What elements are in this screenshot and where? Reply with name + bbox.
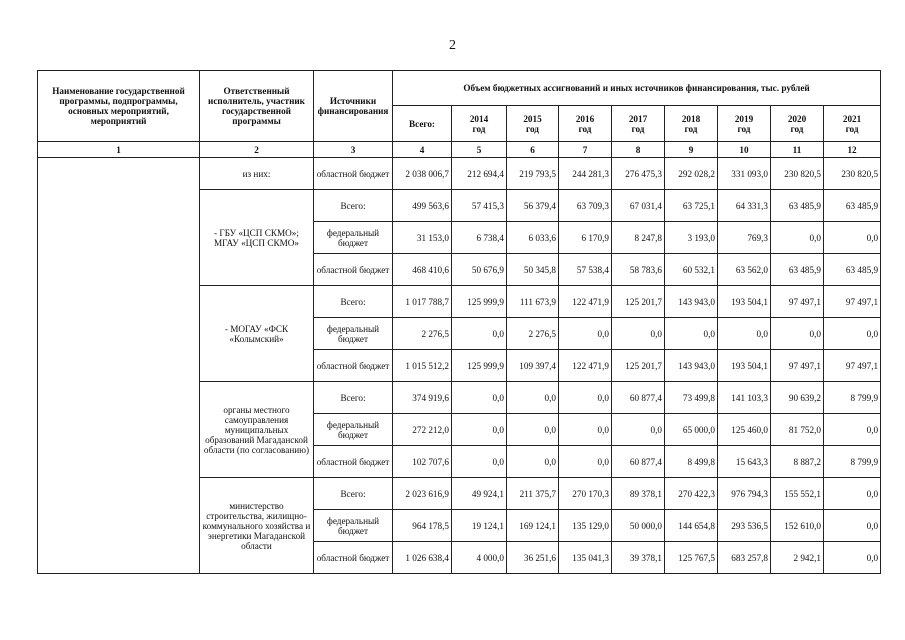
value-cell: 2 038 006,7 xyxy=(393,158,452,190)
value-cell: 73 499,8 xyxy=(665,382,718,414)
responsible-cell: - ГБУ «ЦСП СКМО»; МГАУ «ЦСП СКМО» xyxy=(200,190,314,286)
value-cell: 155 552,1 xyxy=(771,478,824,510)
header-year-unit: год xyxy=(790,123,804,134)
value-cell: 219 793,5 xyxy=(507,158,559,190)
header-year-value: 2016 xyxy=(575,113,595,124)
value-cell: 964 178,5 xyxy=(393,510,452,542)
column-number: 1 xyxy=(38,142,200,158)
value-cell: 272 212,0 xyxy=(393,414,452,446)
value-cell: 8 247,8 xyxy=(612,222,665,254)
value-cell: 56 379,4 xyxy=(507,190,559,222)
value-cell: 6 738,4 xyxy=(452,222,507,254)
value-cell: 64 331,3 xyxy=(718,190,771,222)
value-cell: 90 639,2 xyxy=(771,382,824,414)
table-row xyxy=(38,158,881,190)
value-cell: 58 783,6 xyxy=(612,254,665,286)
source-cell: областной бюджет xyxy=(314,350,393,382)
header-volume: Объем бюджетных ассигнований и иных источников финансирования, тыс. рублей xyxy=(393,71,881,106)
value-cell: 63 562,0 xyxy=(718,254,771,286)
value-cell: 270 170,3 xyxy=(559,478,612,510)
value-cell: 125 201,7 xyxy=(612,350,665,382)
header-year-2014 xyxy=(452,106,507,142)
value-cell: 0,0 xyxy=(559,382,612,414)
value-cell: 97 497,1 xyxy=(824,350,881,382)
value-cell: 97 497,1 xyxy=(824,286,881,318)
value-cell: 193 504,1 xyxy=(718,286,771,318)
value-cell: 50 676,9 xyxy=(452,254,507,286)
header-year-unit: год xyxy=(631,123,645,134)
value-cell: 39 378,1 xyxy=(612,542,665,574)
value-cell: 230 820,5 xyxy=(824,158,881,190)
value-cell: 125 460,0 xyxy=(718,414,771,446)
value-cell: 60 877,4 xyxy=(612,382,665,414)
value-cell: 125 999,9 xyxy=(452,350,507,382)
source-cell: федеральный бюджет xyxy=(314,318,393,350)
value-cell: 374 919,6 xyxy=(393,382,452,414)
value-cell: 109 397,4 xyxy=(507,350,559,382)
value-cell: 143 943,0 xyxy=(665,350,718,382)
budget-table xyxy=(37,70,881,574)
value-cell: 8 799,9 xyxy=(824,382,881,414)
value-cell: 468 410,6 xyxy=(393,254,452,286)
value-cell: 0,0 xyxy=(452,318,507,350)
header-year-value: 2017 xyxy=(628,113,648,124)
header-year-2021 xyxy=(824,106,881,142)
header-program-name: Наименование государственной программы, подпрограммы, основных мероприятий, мероприятий xyxy=(38,71,200,142)
value-cell: 331 093,0 xyxy=(718,158,771,190)
value-cell: 230 820,5 xyxy=(771,158,824,190)
value-cell: 4 000,0 xyxy=(452,542,507,574)
value-cell: 0,0 xyxy=(824,222,881,254)
source-cell: Всего: xyxy=(314,286,393,318)
value-cell: 63 485,9 xyxy=(771,254,824,286)
value-cell: 36 251,6 xyxy=(507,542,559,574)
value-cell: 0,0 xyxy=(612,318,665,350)
value-cell: 2 276,5 xyxy=(393,318,452,350)
value-cell: 63 725,1 xyxy=(665,190,718,222)
header-year-value: 2018 xyxy=(681,113,701,124)
source-cell: Всего: xyxy=(314,382,393,414)
value-cell: 57 415,3 xyxy=(452,190,507,222)
value-cell: 122 471,9 xyxy=(559,286,612,318)
source-cell: областной бюджет xyxy=(314,446,393,478)
value-cell: 0,0 xyxy=(824,414,881,446)
header-year-unit: год xyxy=(526,123,539,134)
header-year-2017 xyxy=(612,106,665,142)
column-number: 5 xyxy=(452,142,507,158)
value-cell: 169 124,1 xyxy=(507,510,559,542)
value-cell: 63 485,9 xyxy=(824,190,881,222)
value-cell: 97 497,1 xyxy=(771,286,824,318)
header-year-value: 2019 xyxy=(734,113,754,124)
value-cell: 1 017 788,7 xyxy=(393,286,452,318)
value-cell: 6 033,6 xyxy=(507,222,559,254)
value-cell: 135 041,3 xyxy=(559,542,612,574)
program-name-cell xyxy=(38,158,200,574)
source-cell: федеральный бюджет xyxy=(314,222,393,254)
column-number: 8 xyxy=(612,142,665,158)
value-cell: 0,0 xyxy=(612,414,665,446)
value-cell: 0,0 xyxy=(507,382,559,414)
value-cell: 683 257,8 xyxy=(718,542,771,574)
column-number: 6 xyxy=(507,142,559,158)
value-cell: 141 103,3 xyxy=(718,382,771,414)
source-cell: областной бюджет xyxy=(314,542,393,574)
source-cell: федеральный бюджет xyxy=(314,414,393,446)
value-cell: 63 485,9 xyxy=(771,190,824,222)
value-cell: 0,0 xyxy=(452,414,507,446)
value-cell: 89 378,1 xyxy=(612,478,665,510)
value-cell: 50 345,8 xyxy=(507,254,559,286)
responsible-cell: из них: xyxy=(200,158,314,190)
header-year-value: 2014 xyxy=(469,113,489,124)
column-number: 7 xyxy=(559,142,612,158)
value-cell: 60 532,1 xyxy=(665,254,718,286)
column-number: 3 xyxy=(314,142,393,158)
header-year-unit: год xyxy=(737,123,751,134)
value-cell: 125 767,5 xyxy=(665,542,718,574)
value-cell: 0,0 xyxy=(771,318,824,350)
value-cell: 60 877,4 xyxy=(612,446,665,478)
header-year-unit: год xyxy=(472,123,486,134)
value-cell: 111 673,9 xyxy=(507,286,559,318)
header-year-unit: год xyxy=(684,123,698,134)
source-cell: областной бюджет xyxy=(314,254,393,286)
value-cell: 63 709,3 xyxy=(559,190,612,222)
value-cell: 3 193,0 xyxy=(665,222,718,254)
value-cell: 144 654,8 xyxy=(665,510,718,542)
header-year-value: 2020 xyxy=(787,113,807,124)
header-year-unit: год xyxy=(845,123,859,134)
value-cell: 1 015 512,2 xyxy=(393,350,452,382)
value-cell: 244 281,3 xyxy=(559,158,612,190)
value-cell: 1 026 638,4 xyxy=(393,542,452,574)
header-year-value: 2021 xyxy=(842,113,862,124)
header-responsible: Ответственный исполнитель, участник государственной программы xyxy=(200,71,314,142)
column-number: 9 xyxy=(665,142,718,158)
value-cell: 211 375,7 xyxy=(507,478,559,510)
value-cell: 0,0 xyxy=(824,318,881,350)
value-cell: 67 031,4 xyxy=(612,190,665,222)
value-cell: 57 538,4 xyxy=(559,254,612,286)
value-cell: 270 422,3 xyxy=(665,478,718,510)
value-cell: 122 471,9 xyxy=(559,350,612,382)
value-cell: 102 707,6 xyxy=(393,446,452,478)
source-cell: Всего: xyxy=(314,478,393,510)
value-cell: 63 485,9 xyxy=(824,254,881,286)
value-cell: 0,0 xyxy=(824,478,881,510)
value-cell: 2 276,5 xyxy=(507,318,559,350)
column-number: 10 xyxy=(718,142,771,158)
header-year-2019 xyxy=(718,106,771,142)
source-cell: федеральный бюджет xyxy=(314,510,393,542)
value-cell: 6 170,9 xyxy=(559,222,612,254)
value-cell: 125 201,7 xyxy=(612,286,665,318)
value-cell: 0,0 xyxy=(452,382,507,414)
value-cell: 8 887,2 xyxy=(771,446,824,478)
value-cell: 97 497,1 xyxy=(771,350,824,382)
source-cell: областной бюджет xyxy=(314,158,393,190)
value-cell: 0,0 xyxy=(559,414,612,446)
header-year-2016 xyxy=(559,106,612,142)
value-cell: 0,0 xyxy=(559,318,612,350)
header-year-unit: год xyxy=(578,123,592,134)
value-cell: 769,3 xyxy=(718,222,771,254)
value-cell: 276 475,3 xyxy=(612,158,665,190)
column-number: 11 xyxy=(771,142,824,158)
value-cell: 212 694,4 xyxy=(452,158,507,190)
header-sources: Источники финансирования xyxy=(314,71,393,142)
value-cell: 8 499,8 xyxy=(665,446,718,478)
value-cell: 0,0 xyxy=(824,510,881,542)
value-cell: 0,0 xyxy=(665,318,718,350)
header-year-2018 xyxy=(665,106,718,142)
value-cell: 976 794,3 xyxy=(718,478,771,510)
value-cell: 152 610,0 xyxy=(771,510,824,542)
value-cell: 31 153,0 xyxy=(393,222,452,254)
responsible-cell: - МОГАУ «ФСК «Колымский» xyxy=(200,286,314,382)
value-cell: 499 563,6 xyxy=(393,190,452,222)
value-cell: 15 643,3 xyxy=(718,446,771,478)
value-cell: 50 000,0 xyxy=(612,510,665,542)
value-cell: 49 924,1 xyxy=(452,478,507,510)
value-cell: 292 028,2 xyxy=(665,158,718,190)
page-number: 2 xyxy=(449,38,456,53)
value-cell: 125 999,9 xyxy=(452,286,507,318)
value-cell: 0,0 xyxy=(452,446,507,478)
value-cell: 0,0 xyxy=(771,222,824,254)
value-cell: 81 752,0 xyxy=(771,414,824,446)
value-cell: 0,0 xyxy=(559,446,612,478)
header-year-2020 xyxy=(771,106,824,142)
value-cell: 0,0 xyxy=(507,414,559,446)
value-cell: 19 124,1 xyxy=(452,510,507,542)
column-number: 12 xyxy=(824,142,881,158)
value-cell: 8 799,9 xyxy=(824,446,881,478)
header-year-2015 xyxy=(507,106,559,142)
value-cell: 2 023 616,9 xyxy=(393,478,452,510)
value-cell: 135 129,0 xyxy=(559,510,612,542)
value-cell: 0,0 xyxy=(824,542,881,574)
value-cell: 0,0 xyxy=(718,318,771,350)
value-cell: 293 536,5 xyxy=(718,510,771,542)
header-year-value: 2015 xyxy=(523,113,542,124)
responsible-cell: министерство строительства, жилищно-коммунального хозяйства и энергетики Магаданской области xyxy=(200,478,314,574)
value-cell: 143 943,0 xyxy=(665,286,718,318)
value-cell: 65 000,0 xyxy=(665,414,718,446)
value-cell: 2 942,1 xyxy=(771,542,824,574)
source-cell: Всего: xyxy=(314,190,393,222)
value-cell: 193 504,1 xyxy=(718,350,771,382)
column-number: 2 xyxy=(200,142,314,158)
column-number: 4 xyxy=(393,142,452,158)
responsible-cell: органы местного самоуправления муниципальных образований Магаданской области (по согласованию) xyxy=(200,382,314,478)
header-total: Всего: xyxy=(393,106,452,142)
value-cell: 0,0 xyxy=(507,446,559,478)
